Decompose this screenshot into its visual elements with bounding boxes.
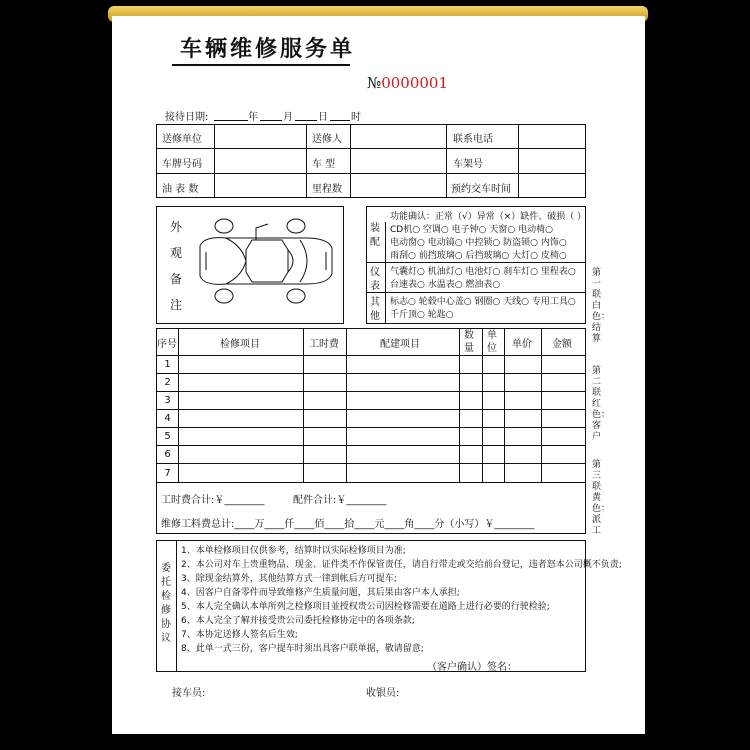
label-model: 车 型 (312, 159, 336, 170)
agreement-items (181, 544, 622, 656)
appearance-label: 外观备注 (170, 220, 183, 312)
title-underline (172, 64, 350, 66)
year-blank (214, 120, 248, 121)
label-delivery-time: 预约交车时间 (451, 184, 511, 195)
month-blank (260, 120, 282, 121)
row-number: 6 (164, 449, 171, 460)
label-fuel: 油 表 数 (162, 184, 199, 195)
table-row-divider (156, 409, 586, 410)
copy-label-2: 第二联红色：客户 (592, 366, 611, 442)
agreement-item: 5、本人完全确认本单所列之检修项目並授权贵公司因检修需要在道路上进行必要的行驶检验; (181, 602, 550, 612)
serial-value: 0000001 (381, 74, 449, 92)
table-col-divider (303, 328, 304, 482)
table-col-divider (482, 328, 483, 482)
row-number: 4 (164, 413, 171, 424)
meter-items (390, 266, 576, 292)
info-col-divider (518, 124, 519, 198)
labor-total: 工时费合计:￥________ (161, 495, 265, 506)
table-col-divider (541, 328, 542, 482)
agreement-item: 7、本协定送修人签名后生效; (181, 630, 298, 640)
customer-signature: （客户确认）签名： (427, 662, 517, 673)
hour-unit: 时 (351, 112, 361, 123)
fit-line: CD机○ 空调○ 电子钟○ 天窗○ 电动椅○ (390, 225, 553, 235)
col-parts: 配建项目 (380, 339, 420, 350)
info-table (156, 124, 586, 198)
row-number: 7 (164, 468, 171, 479)
copy-label-3: 第三联黄色：派工 (592, 460, 611, 536)
table-col-divider (504, 328, 505, 482)
day-unit: 日 (318, 112, 328, 123)
meter-line: 台速表○ 水温表○ 燃油表○ (390, 280, 501, 290)
row-number: 3 (164, 395, 171, 406)
hour-blank (330, 120, 350, 121)
other-line: 标志○ 轮毂中心盖○ 钢圈○ 天线○ 专用工具○ (390, 297, 576, 307)
label-vin: 车架号 (453, 159, 483, 170)
row-number: 1 (164, 359, 171, 370)
function-check: 功能确认：正常（√）异常（×）缺件、破损（ ） (390, 212, 587, 222)
meter-line: 气囊灯○ 机油灯○ 电池灯○ 刹车灯○ 里程表○ (390, 267, 576, 277)
car-diagram-icon (196, 216, 336, 306)
label-plate: 车牌号码 (162, 159, 202, 170)
grand-total: 维修工料费总计:____万____仟____佰____拾____元____角____分（小写）￥________ (161, 519, 535, 530)
receiver-label: 接车员: (172, 688, 206, 699)
agreement-item: 1、本单检修项目仅供参考，结算时以实际检修项目为准; (181, 546, 406, 556)
table-row-divider (156, 427, 586, 428)
form-title: 车辆维修服务单 (180, 37, 356, 62)
info-row-divider (156, 173, 586, 174)
equipment-divider (366, 292, 586, 293)
group-meter-label: 仪表 (370, 267, 380, 292)
agreement-label: 委托检修协议 (161, 563, 171, 644)
group-fit-label: 装配 (370, 223, 380, 248)
agreement-item: 8、此单一式三份，客户提车时须出具客户联单据，敬请留意; (181, 644, 424, 654)
info-row-divider (156, 148, 586, 149)
serial-number (367, 74, 448, 92)
serial-prefix: № (367, 74, 382, 92)
agreement-item: 2、本公司对车上贵重物品、现金、证件类不作保管责任，请自行带走或交给前台登记，违者怒本公司概不负责; (181, 560, 622, 570)
day-blank (295, 120, 317, 121)
info-col-divider (214, 124, 215, 198)
other-line: 千斤顶○ 轮匙○ (390, 310, 454, 320)
equipment-divider (385, 222, 386, 324)
cashier-label: 收银员: (366, 688, 400, 699)
table-row-divider (156, 463, 586, 464)
table-col-divider (459, 328, 460, 482)
row-number: 5 (164, 431, 171, 442)
col-amount: 金额 (552, 339, 572, 350)
label-sender: 送修人 (312, 134, 342, 145)
col-labor: 工时费 (309, 339, 339, 350)
col-unit: 单位 (487, 330, 497, 354)
group-other-label: 其他 (370, 297, 380, 322)
table-col-divider (346, 328, 347, 482)
table-row-divider (156, 482, 586, 483)
fit-line: 电动窗○ 电动镜○ 中控锁○ 防盗锁○ 内饰○ (390, 238, 567, 248)
col-seq: 序号 (157, 339, 177, 350)
table-row-divider (156, 445, 586, 446)
row-number: 2 (164, 377, 171, 388)
info-col-divider (306, 124, 307, 198)
reception-date-label: 接待日期: (165, 112, 209, 123)
fit-items (390, 224, 567, 263)
table-row-divider (156, 391, 586, 392)
label-mileage: 里程数 (312, 184, 342, 195)
info-col-divider (446, 124, 447, 198)
table-col-divider (178, 328, 179, 482)
col-item: 检修项目 (220, 339, 260, 350)
label-sender-unit: 送修单位 (162, 134, 202, 145)
info-col-divider (350, 124, 351, 198)
month-unit: 月 (283, 112, 293, 123)
year-unit: 年 (248, 112, 258, 123)
agreement-divider (176, 540, 177, 672)
table-row-divider (156, 373, 586, 374)
agreement-item: 4、因客户自备零件而导致维修产生质量问题，其后果由客户本人承担; (181, 588, 460, 598)
copy-label-1: 第一联白色：结算 (592, 268, 611, 344)
fit-line: 雨刮○ 前挡玻璃○ 后挡玻璃○ 大灯○ 皮椅○ (390, 251, 567, 261)
agreement-item: 3、除现金结算外，其他结算方式一律到帐后方可提车; (181, 574, 397, 584)
table-header-divider (156, 355, 586, 356)
col-qty: 数量 (464, 330, 474, 354)
other-items (390, 296, 576, 322)
parts-total: 配件合计:￥________ (293, 495, 387, 506)
agreement-item: 6、本人完全了解并接受贵公司委托检修协定中的各项条款; (181, 616, 415, 626)
col-price: 单价 (512, 339, 532, 350)
label-phone: 联系电话 (453, 134, 493, 145)
